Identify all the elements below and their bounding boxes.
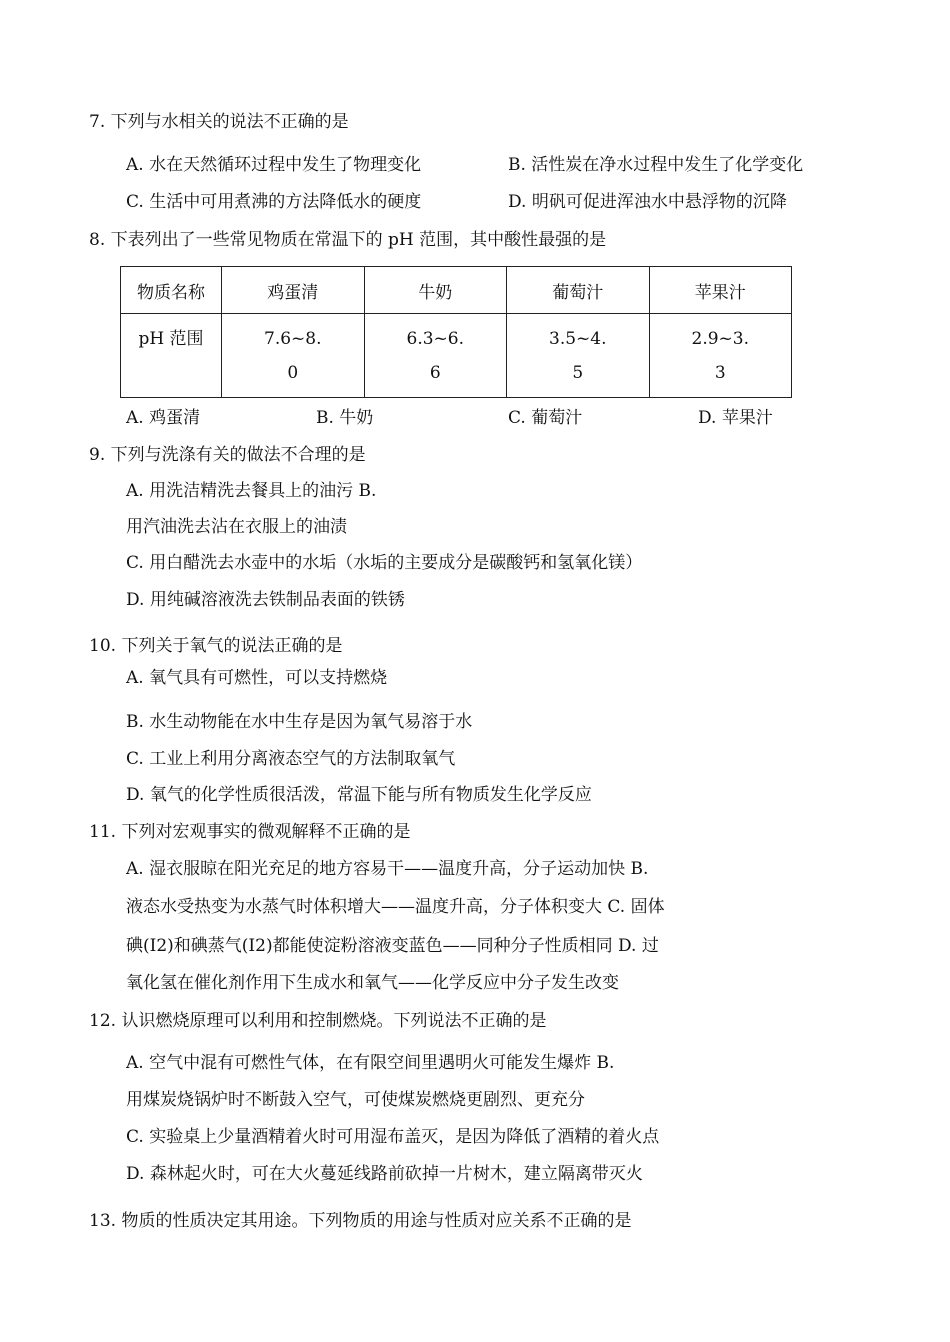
question-10-option-d: D. 氧气的化学性质很活泼，常温下能与所有物质发生化学反应: [126, 785, 592, 805]
question-7-option-c: C. 生活中可用煮沸的方法降低水的硬度: [126, 192, 422, 212]
question-9-option-d: D. 用纯碱溶液洗去铁制品表面的铁锈: [126, 590, 405, 610]
cell-line: 3: [714, 363, 726, 383]
question-11-stem: 11. 下列对宏观事实的微观解释不正确的是: [89, 822, 411, 842]
cell-line: 6.3~6.: [406, 329, 464, 349]
question-12-stem: 12. 认识燃烧原理可以利用和控制燃烧。下列说法不正确的是: [89, 1011, 547, 1031]
table-row: [121, 314, 792, 398]
question-8-option-c: C. 葡萄汁: [508, 408, 583, 428]
table-header-cell: 鸡蛋清: [222, 267, 365, 314]
question-10-option-b: B. 水生动物能在水中生存是因为氧气易溶于水: [126, 712, 473, 732]
question-9-stem: 9. 下列与洗涤有关的做法不合理的是: [89, 445, 366, 465]
question-13-stem: 13. 物质的性质决定其用途。下列物质的用途与性质对应关系不正确的是: [89, 1211, 632, 1231]
question-9-option-c: C. 用白醋洗去水壶中的水垢（水垢的主要成分是碳酸钙和氢氧化镁）: [126, 553, 643, 573]
table-row-label: pH 范围: [121, 314, 222, 398]
cell-line: 5: [572, 363, 584, 383]
question-9-option-b: 用汽油洗去沾在衣服上的油渍: [126, 517, 347, 537]
table-cell: [649, 314, 792, 398]
question-7-stem: 7. 下列与水相关的说法不正确的是: [89, 112, 349, 132]
question-12-line-2: 用煤炭烧锅炉时不断鼓入空气，可使煤炭燃烧更剧烈、更充分: [126, 1090, 585, 1110]
question-12-line-1: A. 空气中混有可燃性气体，在有限空间里遇明火可能发生爆炸 B.: [126, 1053, 615, 1073]
question-8-option-d: D. 苹果汁: [698, 408, 773, 428]
question-7-option-b: B. 活性炭在净水过程中发生了化学变化: [508, 155, 804, 175]
question-8-option-b: B. 牛奶: [316, 408, 374, 428]
table-cell: [364, 314, 507, 398]
question-10-stem: 10. 下列关于氧气的说法正确的是: [89, 636, 343, 656]
question-11-line-4: 氧化氢在催化剂作用下生成水和氧气——化学反应中分子发生改变: [126, 973, 619, 993]
question-8-stem: 8. 下表列出了一些常见物质在常温下的 pH 范围，其中酸性最强的是: [89, 230, 607, 250]
table-header-row: [121, 267, 792, 314]
cell-line: 3.5~4.: [549, 329, 607, 349]
question-8-option-a: A. 鸡蛋清: [126, 408, 201, 428]
question-10-option-c: C. 工业上利用分离液态空气的方法制取氧气: [126, 749, 456, 769]
question-7-option-d: D. 明矾可促进浑浊水中悬浮物的沉降: [508, 192, 787, 212]
cell-line: 6: [429, 363, 441, 383]
question-12-option-c: C. 实验桌上少量酒精着火时可用湿布盖灭，是因为降低了酒精的着火点: [126, 1127, 660, 1147]
cell-line: 7.6~8.: [264, 329, 322, 349]
question-11-line-3: 碘(I2)和碘蒸气(I2)都能使淀粉溶液变蓝色——同种分子性质相同 D. 过: [126, 936, 659, 956]
question-11-line-2: 液态水受热变为水蒸气时体积增大——温度升高，分子体积变大 C. 固体: [126, 897, 665, 917]
table-cell: [222, 314, 365, 398]
question-12-option-d: D. 森林起火时，可在大火蔓延线路前砍掉一片树木，建立隔离带灭火: [126, 1164, 643, 1184]
ph-range-table: [120, 266, 792, 398]
table-header-cell: 苹果汁: [649, 267, 792, 314]
table-cell: [507, 314, 650, 398]
cell-line: 0: [287, 363, 299, 383]
table-header-cell: 物质名称: [121, 267, 222, 314]
question-7-option-a: A. 水在天然循环过程中发生了物理变化: [126, 155, 422, 175]
cell-line: 2.9~3.: [691, 329, 749, 349]
table-header-cell: 葡萄汁: [507, 267, 650, 314]
table-header-cell: 牛奶: [364, 267, 507, 314]
question-11-line-1: A. 湿衣服晾在阳光充足的地方容易干——温度升高，分子运动加快 B.: [126, 859, 649, 879]
question-10-option-a: A. 氧气具有可燃性，可以支持燃烧: [126, 668, 388, 688]
question-9-option-a: A. 用洗洁精洗去餐具上的油污 B.: [126, 481, 377, 501]
